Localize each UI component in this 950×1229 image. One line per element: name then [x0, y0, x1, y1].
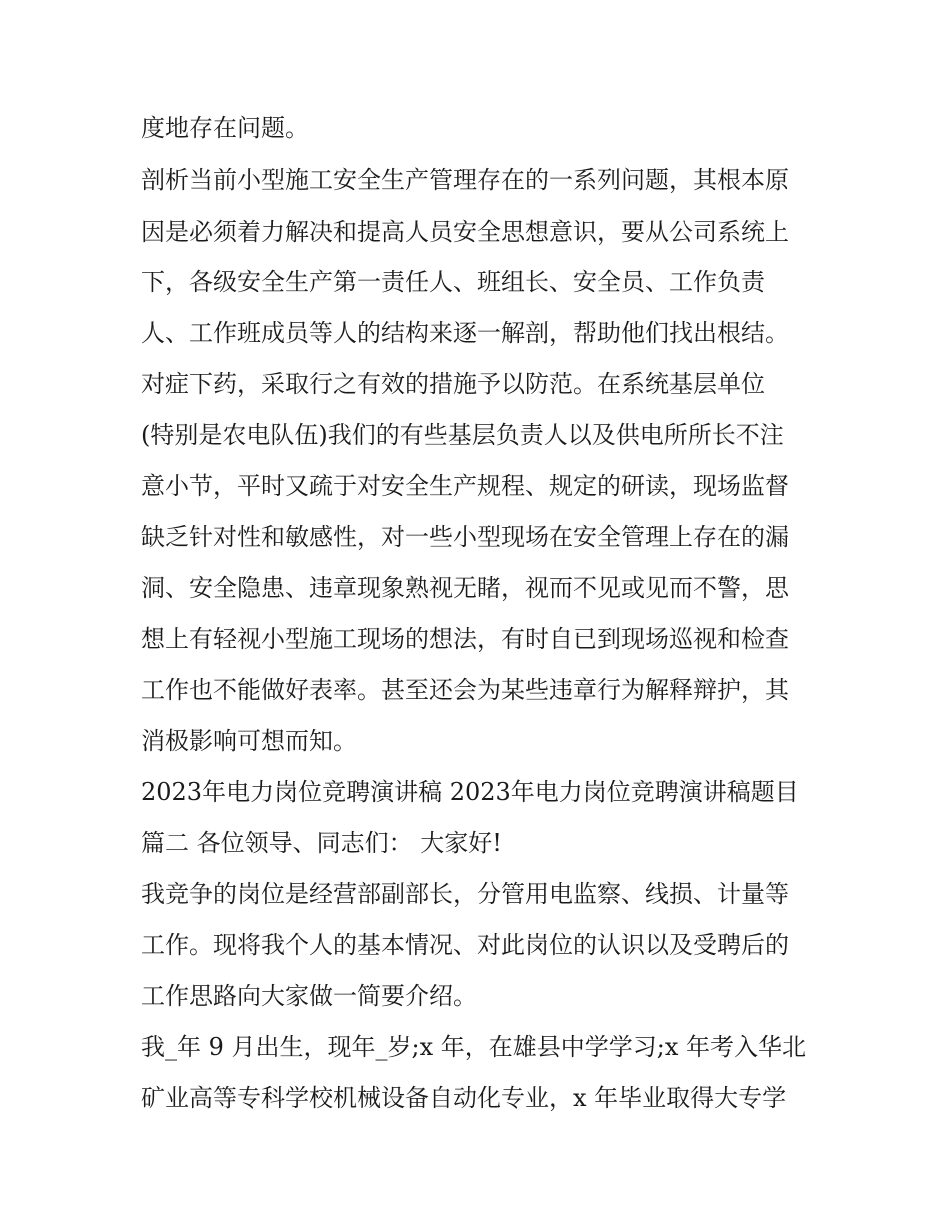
text-line: 2023年电力岗位竞聘演讲稿 2023年电力岗位竞聘演讲稿题目	[141, 778, 799, 806]
text-line: 想上有轻视小型施工现场的想法，有时自已到现场巡视和检查	[141, 625, 789, 653]
text-line: 人、工作班成员等人的结构来逐一解剖，帮助他们找出根结。	[141, 319, 789, 347]
text-line: 我_年 9 月出生，现年_岁;x 年，在雄县中学学习;x 年考入华北	[141, 1033, 807, 1061]
text-line: 工作思路向大家做一简要介绍。	[141, 982, 477, 1010]
text-line: 因是必须着力解决和提高人员安全思想意识，要从公司系统上	[141, 218, 789, 246]
text-line: 度地存在问题。	[141, 114, 309, 142]
text-line: 我竞争的岗位是经营部副部长，分管用电监察、线损、计量等	[141, 880, 789, 908]
text-line: 洞、安全隐患、违章现象熟视无睹，视而不见或见而不警，思	[141, 574, 789, 602]
text-line: 工作。现将我个人的基本情况、对此岗位的认识以及受聘后的	[141, 931, 789, 959]
text-line: 对症下药，采取行之有效的措施予以防范。在系统基层单位	[141, 370, 765, 398]
text-line: 矿业高等专科学校机械设备自动化专业，x 年毕业取得大专学	[141, 1084, 787, 1112]
text-line: (特别是农电队伍)我们的有些基层负责人以及供电所所长不注	[141, 421, 784, 449]
text-line: 意小节，平时又疏于对安全生产规程、规定的研读，现场监督	[141, 472, 789, 500]
text-line: 篇二 各位领导、同志们： 大家好!	[141, 829, 502, 857]
text-line: 下，各级安全生产第一责任人、班组长、安全员、工作负责	[141, 268, 765, 296]
text-line: 工作也不能做好表率。甚至还会为某些违章行为解释辩护，其	[141, 676, 789, 704]
text-line: 缺乏针对性和敏感性，对一些小型现场在安全管理上存在的漏	[141, 523, 789, 551]
text-line: 消极影响可想而知。	[141, 727, 357, 755]
text-line: 剖析当前小型施工安全生产管理存在的一系列问题，其根本原	[141, 166, 789, 194]
